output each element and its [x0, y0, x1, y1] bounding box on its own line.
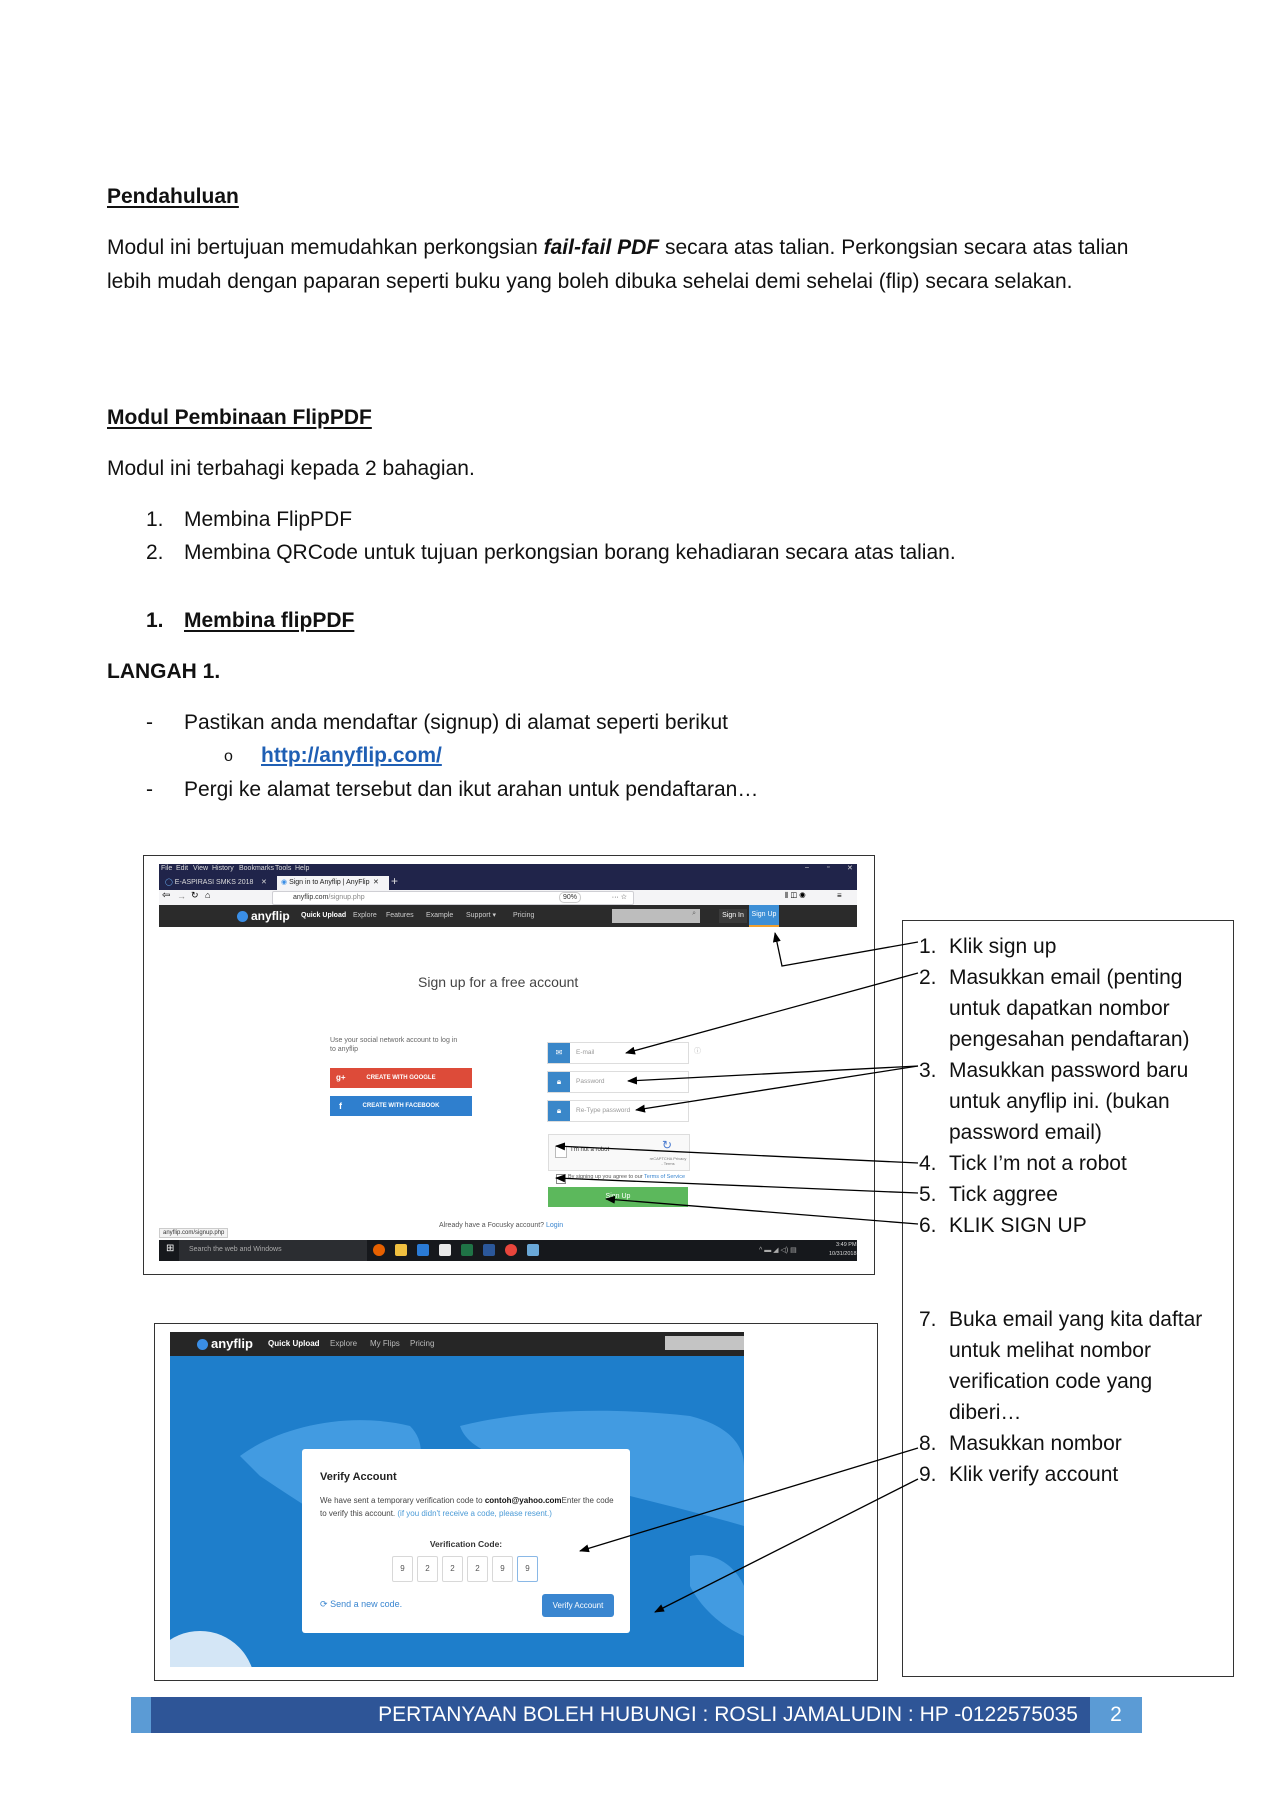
facebook-signup-button[interactable]: f CREATE WITH FACEBOOK [330, 1096, 472, 1116]
bullet-dash: - [146, 711, 153, 734]
recaptcha-widget [548, 1134, 690, 1171]
site-search-input[interactable] [665, 1336, 744, 1350]
store-icon[interactable] [439, 1244, 451, 1256]
word-icon[interactable] [483, 1244, 495, 1256]
nav-my-flips[interactable]: My Flips [370, 1339, 400, 1348]
step-item: 9. Klik verify account [919, 1463, 1119, 1486]
anyflip-logo-icon [197, 1339, 208, 1350]
page-actions-icon[interactable]: ··· ☆ [611, 894, 627, 901]
chrome-icon[interactable] [505, 1244, 517, 1256]
steps-panel [902, 920, 1234, 1677]
step-item: 1. Klik sign up [919, 935, 1057, 958]
verify-card-title: Verify Account [320, 1471, 397, 1483]
lock-icon: 🔒︎ [548, 1101, 570, 1121]
step-item: 8. Masukkan nombor [919, 1432, 1122, 1455]
app-icon[interactable] [527, 1244, 539, 1256]
nav-support[interactable]: Support ▾ [466, 912, 496, 919]
page-footer [131, 1697, 1142, 1733]
bullet-text: Pergi ke alamat tersebut dan ikut arahan untuk pendaftaran… [184, 778, 759, 801]
nav-features[interactable]: Features [386, 912, 414, 919]
menu-view[interactable]: View [193, 865, 209, 872]
module-intro: Modul ini terbahagi kepada 2 bahagian. [107, 457, 475, 480]
bullet-dash: - [146, 778, 153, 801]
forward-icon[interactable]: → [177, 891, 186, 901]
anyflip-logo-icon [237, 911, 248, 922]
login-link[interactable]: Login [546, 1222, 564, 1229]
tab-e-aspirasi[interactable] [161, 876, 275, 890]
tab-label: Sign in to Anyflip | AnyFlip [289, 879, 370, 886]
google-signup-button[interactable]: g+ CREATE WITH GOOGLE [330, 1068, 472, 1088]
site-search-input[interactable] [612, 909, 700, 923]
verify-email: contoh@yahoo.com [484, 1496, 562, 1505]
taskbar-clock[interactable]: 3:49 PM 10/31/2018 [829, 1242, 857, 1257]
step-item: 6. KLIK SIGN UP [919, 1214, 1087, 1237]
nav-pricing[interactable]: Pricing [410, 1339, 435, 1348]
part-number: 2. [146, 541, 164, 564]
menu-edit[interactable]: Edit [176, 865, 189, 872]
status-bar-url: anyflip.com/signup.php [159, 1228, 228, 1238]
section-number: 1. [146, 609, 164, 632]
intro-emphasis: fail-fail PDF [543, 236, 660, 259]
agree-text: By signing up you agree to our Terms of Service [568, 1174, 686, 1180]
recaptcha-checkbox[interactable] [555, 1146, 567, 1158]
nav-explore[interactable]: Explore [353, 912, 377, 919]
code-digit-input[interactable]: 2 [442, 1556, 463, 1582]
step-heading: LANGAH 1. [107, 660, 221, 683]
windows-taskbar [159, 1240, 857, 1261]
step-item: 5. Tick aggree [919, 1183, 1058, 1206]
tab-anyflip[interactable] [277, 876, 389, 890]
agree-checkbox[interactable] [556, 1174, 566, 1184]
nav-quick-upload[interactable]: Quick Upload [301, 912, 347, 919]
social-login-text: Use your social network account to log in to anyflip [330, 1037, 458, 1053]
module-heading: Modul Pembinaan FlipPDF [107, 406, 372, 429]
bullet-text: Pastikan anda mendaftar (signup) di alamat seperti berikut [184, 711, 728, 734]
nav-quick-upload[interactable]: Quick Upload [268, 1339, 320, 1348]
reload-icon[interactable]: ↻ [191, 890, 199, 900]
code-digit-input[interactable]: 9 [492, 1556, 513, 1582]
recaptcha-logo-icon: ↻ [662, 1138, 673, 1152]
footer-accent-strip [131, 1697, 151, 1733]
part-item: Membina QRCode untuk tujuan perkongsian borang kehadiaran secara atas talian. [184, 541, 956, 564]
code-digit-input[interactable]: 2 [417, 1556, 438, 1582]
tab-label: E-ASPIRASI SMKS 2018 [174, 879, 254, 886]
menu-tools[interactable]: Tools [275, 865, 292, 872]
nav-pricing[interactable]: Pricing [513, 912, 535, 919]
lock-icon: 🔒︎ [548, 1072, 570, 1092]
library-icon[interactable]: ⫴ ◫ ◉ [785, 891, 806, 900]
minimize-icon[interactable]: – [805, 864, 809, 871]
step-item: 4. Tick I’m not a robot [919, 1152, 1127, 1175]
code-digit-input[interactable]: 9 [517, 1556, 538, 1582]
anyflip-header [159, 905, 857, 927]
bullet-circle: o [224, 748, 233, 765]
sign-up-nav-button[interactable]: Sign Up [749, 905, 779, 927]
tab-close-icon[interactable]: ✕ [373, 879, 379, 886]
menu-bookmarks[interactable]: Bookmarks [239, 865, 275, 872]
anyflip-link[interactable]: http://anyflip.com/ [261, 744, 442, 767]
nav-explore[interactable]: Explore [330, 1339, 358, 1348]
password-placeholder: Password [576, 1078, 605, 1085]
url-host: anyflip.com [293, 894, 329, 901]
browser-menubar [159, 864, 857, 875]
url-field[interactable] [272, 891, 634, 905]
step-item: 7. Buka email yang kita daftar untuk melihat nombor verification code yang diberi… [919, 1308, 1203, 1424]
signup-screenshot [143, 855, 875, 1275]
windows-start-icon[interactable]: ⊞ [166, 1243, 175, 1254]
firefox-icon[interactable] [373, 1244, 385, 1256]
step-item: 3. Masukkan password baru untuk anyflip ini. (bukan password email) [919, 1059, 1189, 1144]
new-tab-button[interactable]: + [391, 874, 399, 888]
excel-icon[interactable] [461, 1244, 473, 1256]
file-explorer-icon[interactable] [395, 1244, 407, 1256]
email-placeholder: E-mail [576, 1049, 595, 1056]
menu-help[interactable]: Help [295, 865, 310, 872]
resend-hint-link[interactable]: (if you didn't receive a code, please resent.) [397, 1509, 552, 1518]
facebook-icon: f [339, 1101, 342, 1111]
taskbar-search-text: Search the web and Windows [189, 1246, 282, 1253]
recaptcha-terms: reCAPTCHA Privacy - Terms [649, 1156, 687, 1166]
edge-icon[interactable] [417, 1244, 429, 1256]
menu-icon[interactable]: ≡ [837, 891, 842, 900]
code-digit-input[interactable]: 9 [392, 1556, 413, 1582]
info-icon: ⓘ [694, 1048, 701, 1055]
back-icon[interactable]: ⇦ [162, 890, 171, 901]
anyflip-logo[interactable]: anyflip [237, 905, 290, 927]
retype-password-input[interactable] [547, 1100, 689, 1122]
retype-password-placeholder: Re-Type password [576, 1107, 631, 1114]
password-input[interactable] [547, 1071, 689, 1093]
terms-link[interactable]: Terms of Service [644, 1174, 686, 1180]
intro-text-end: secara atas talian. Perkongsian secara atas talian lebih mudah dengan paparan seperti buku yang boleh dibuka sehelai demi sehelai (flip) secara selakan. [107, 236, 1129, 293]
section-heading: Membina flipPDF [184, 609, 355, 632]
sign-up-submit-button[interactable]: Sign Up [548, 1187, 688, 1207]
verify-account-card [302, 1449, 630, 1633]
send-new-code-link[interactable]: ⟳ Send a new code. [320, 1599, 403, 1609]
google-plus-icon: g+ [336, 1073, 346, 1082]
tab-favicon-icon: ◉ [281, 879, 288, 886]
zoom-level[interactable]: 90% [559, 892, 581, 903]
page-number: 2 [1090, 1697, 1142, 1733]
anyflip-logo[interactable]: anyflip [197, 1336, 253, 1351]
part-number: 1. [146, 508, 164, 531]
part-item: Membina FlipPDF [184, 508, 353, 531]
nav-example[interactable]: Example [426, 912, 454, 919]
intro-heading: Pendahuluan [107, 185, 239, 208]
verify-account-button[interactable]: Verify Account [542, 1594, 614, 1617]
menu-file[interactable]: File [161, 865, 173, 872]
verify-screenshot [154, 1323, 878, 1681]
browser-tabbar [159, 875, 857, 890]
intro-text-start: Modul ini bertujuan memudahkan perkongsian [107, 236, 544, 259]
tab-close-icon[interactable]: ✕ [261, 879, 267, 886]
sign-in-button[interactable]: Sign In [719, 909, 747, 923]
home-icon[interactable]: ⌂ [205, 890, 211, 900]
menu-history[interactable]: History [212, 865, 234, 872]
envelope-icon: ✉ [548, 1043, 570, 1063]
login-prompt: Already have a Focusky account? Login [439, 1222, 564, 1229]
intro-paragraph [107, 231, 1137, 299]
browser-toolbar [159, 890, 857, 906]
taskbar-search[interactable] [179, 1240, 367, 1261]
step-item: 2. Masukkan email (penting untuk dapatkan nombor pengesahan pendaftaran) [919, 966, 1190, 1051]
close-icon[interactable]: ✕ [847, 865, 853, 872]
signup-title: Sign up for a free account [418, 974, 579, 990]
maximize-icon[interactable]: ▫ [827, 864, 830, 871]
system-tray-icons[interactable]: ^ ▬ ◢ ◁) ▤ [759, 1247, 797, 1254]
refresh-icon: ⟳ [320, 1599, 328, 1609]
verify-message: We have sent a temporary verification code to contoh@yahoo.comEnter the code to verify this account. (if you didn't receive a code, please resent.) [320, 1496, 614, 1518]
verification-code-label: Verification Code: [429, 1539, 503, 1549]
footer-contact: PERTANYAAN BOLEH HUBUNGI : ROSLI JAMALUDIN : HP -0122575035 [378, 1703, 1078, 1726]
world-map-background [170, 1356, 744, 1667]
tab-favicon-icon: ◯ [165, 879, 173, 886]
code-digit-input[interactable]: 2 [467, 1556, 488, 1582]
anyflip-header [170, 1332, 744, 1356]
search-icon[interactable]: ⌕ [692, 910, 696, 917]
url-path: /signup.php [328, 894, 365, 901]
recaptcha-label: I'm not a robot [571, 1147, 610, 1153]
email-input[interactable] [547, 1042, 689, 1064]
